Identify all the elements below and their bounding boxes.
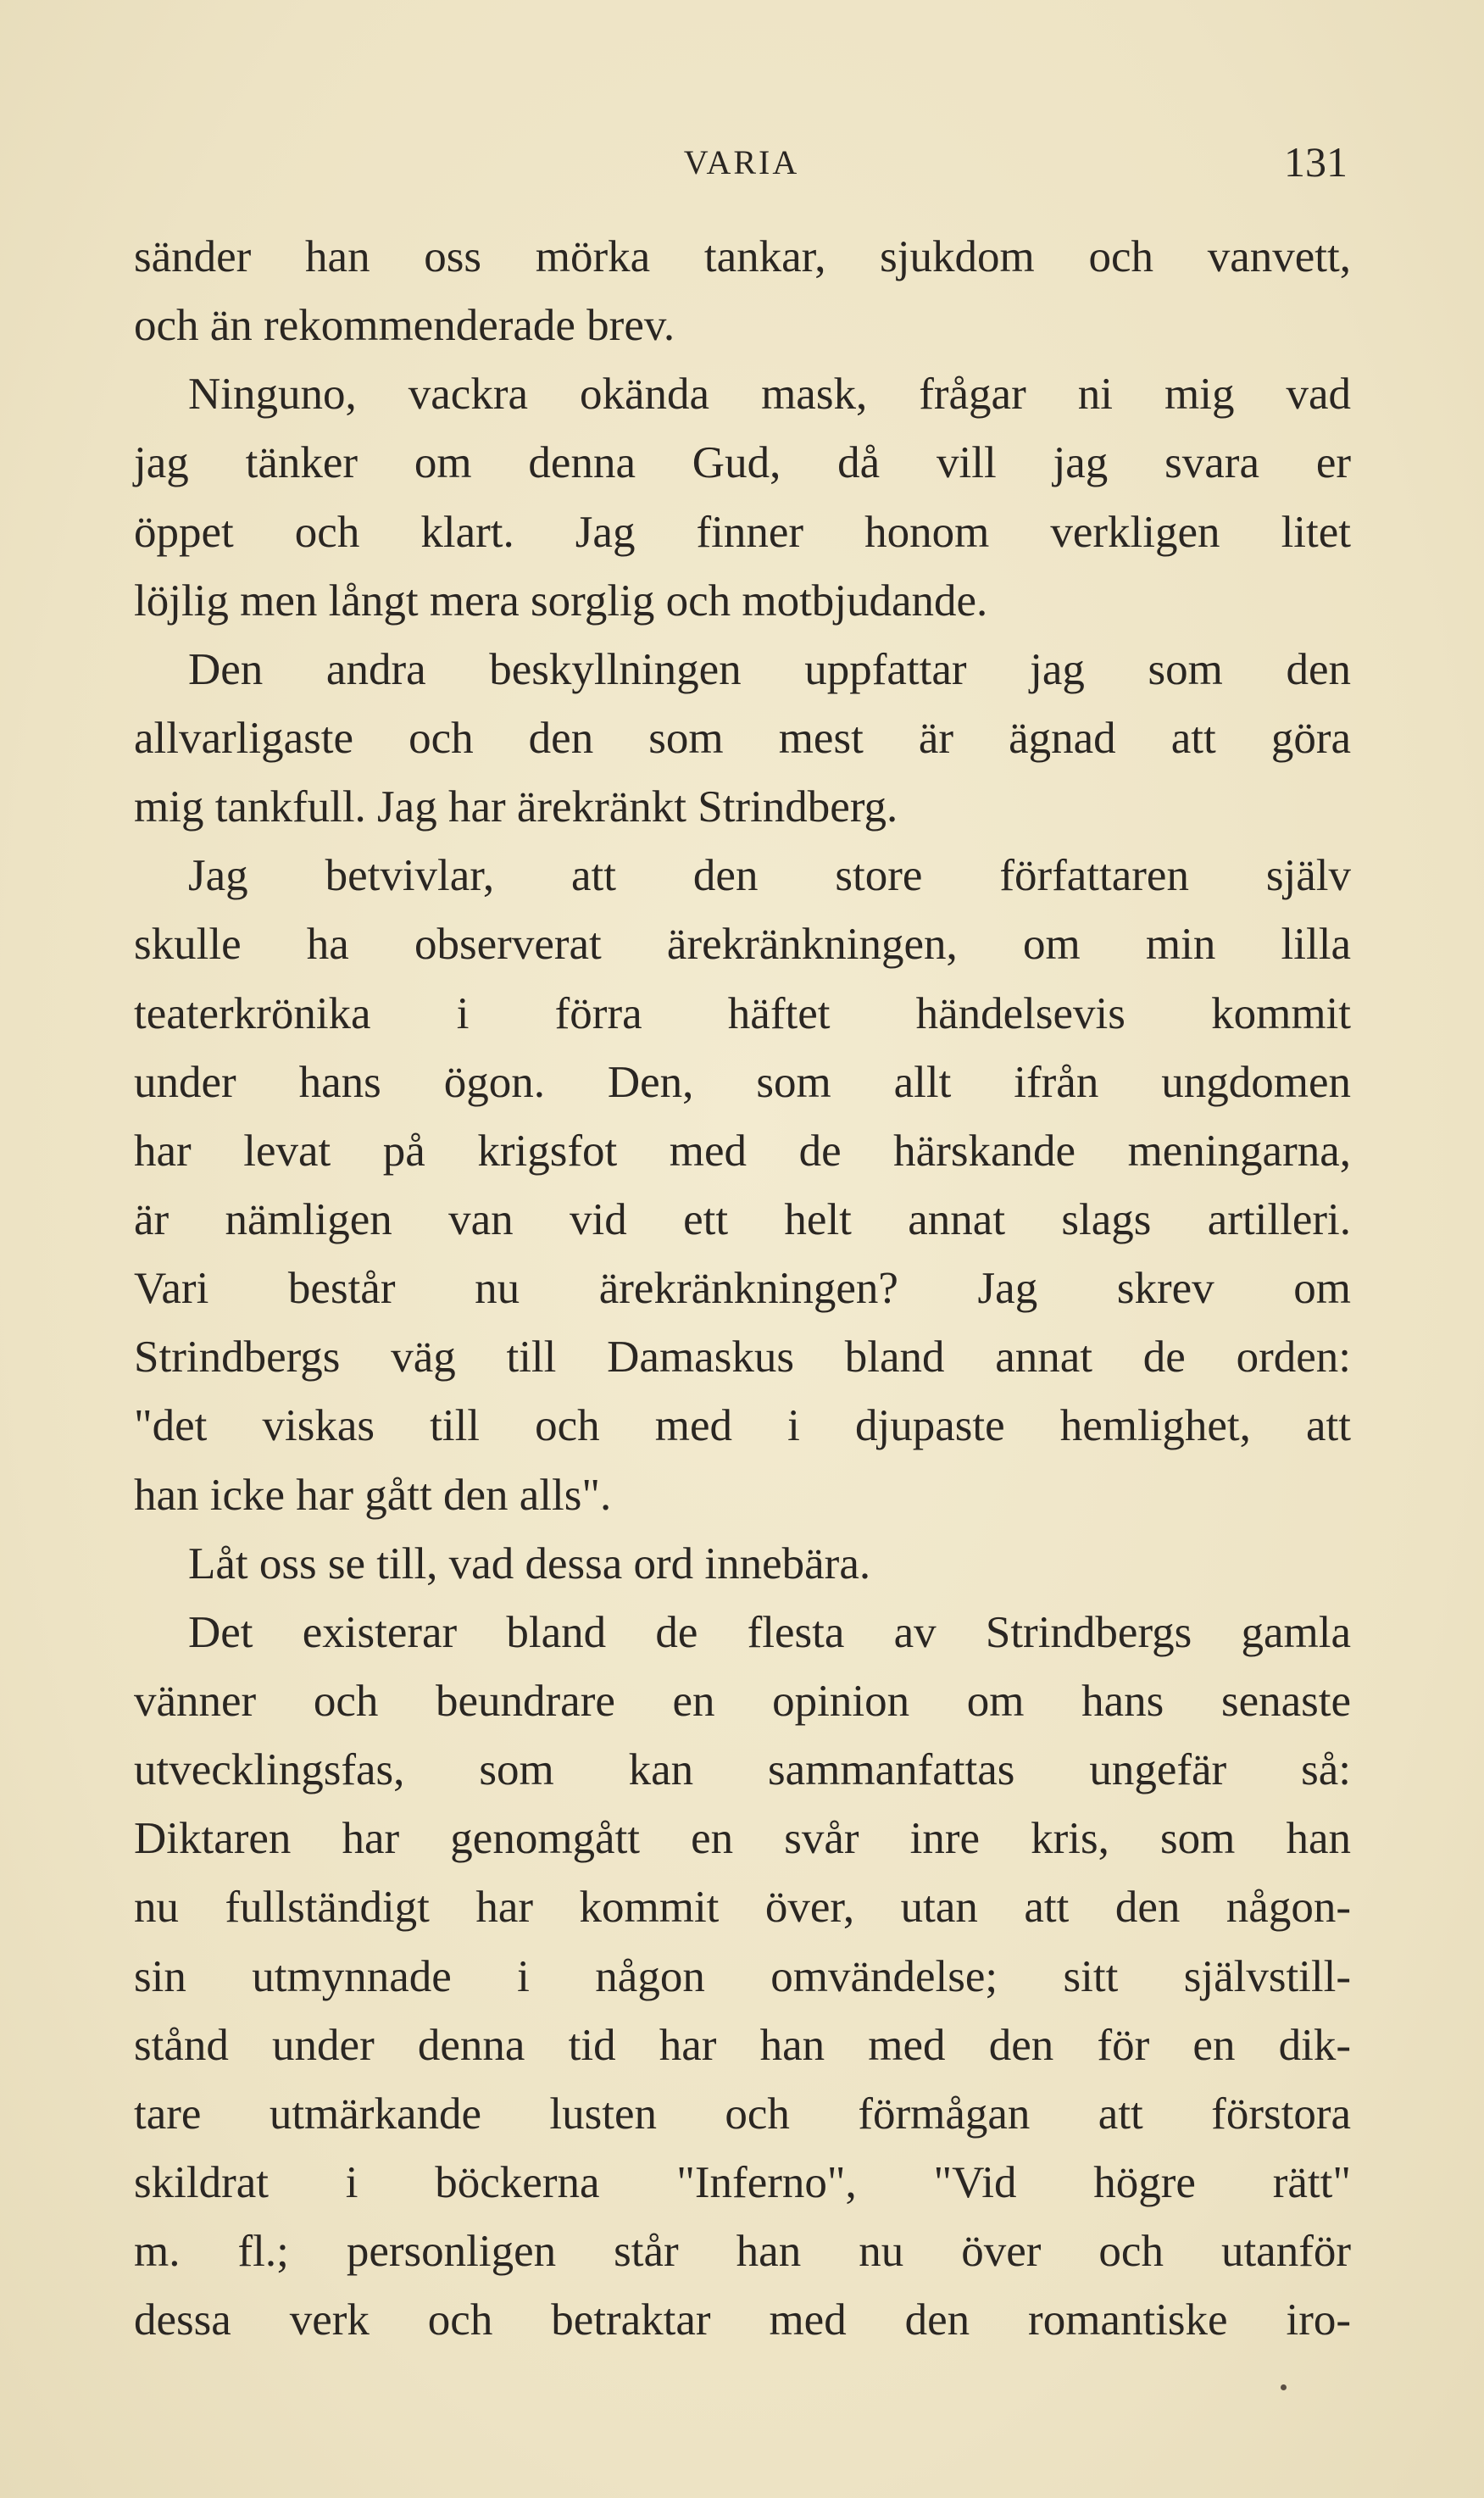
text-line: öppet och klart. Jag finner honom verkligen litet: [134, 507, 1351, 557]
running-head: VARIA: [683, 143, 800, 181]
body-text: [134, 223, 1351, 2355]
text-line: skildrat i böckerna "Inferno", "Vid högre rätt": [134, 2157, 1351, 2207]
text-line: teaterkrönika i förra häftet händelsevis kommit: [134, 988, 1351, 1038]
text-line: är nämligen van vid ett helt annat slags artilleri.: [134, 1194, 1351, 1244]
text-line: Strindbergs väg till Damaskus bland annat de orden:: [134, 1332, 1351, 1383]
text-line: Diktaren har genomgått en svår inre kris, som han: [134, 1814, 1351, 1864]
ink-speck: [1281, 2384, 1287, 2390]
text-line: han icke har gått den alls".: [134, 1470, 612, 1520]
text-line: Det existerar bland de flesta av Strindbergs gamla: [188, 1607, 1351, 1657]
text-line: Låt oss se till, vad dessa ord innebära.: [188, 1538, 871, 1588]
text-line: dessa verk och betraktar med den romantiske iro-: [134, 2295, 1351, 2345]
text-line: under hans ögon. Den, som allt ifrån ungdomen: [134, 1057, 1351, 1107]
text-line: utvecklingsfas, som kan sammanfattas ungefär så:: [134, 1745, 1351, 1795]
text-line: sin utmynnade i någon omvändelse; sitt självstill-: [134, 1951, 1351, 2001]
text-line: löjlig men långt mera sorglig och motbjudande.: [134, 576, 988, 626]
text-line: Ninguno, vackra okända mask, frågar ni mig vad: [188, 370, 1351, 420]
text-line: Jag betvivlar, att den store författaren själv: [188, 851, 1351, 901]
page-number: 131: [1284, 138, 1348, 186]
text-line: Vari består nu ärekränkningen? Jag skrev om: [134, 1264, 1351, 1314]
text-line: vänner och beundrare en opinion om hans senaste: [134, 1676, 1351, 1726]
text-line: sänder han oss mörka tankar, sjukdom och vanvett,: [134, 232, 1351, 281]
text-line: skulle ha observerat ärekränkningen, om min lilla: [134, 920, 1351, 970]
text-line: Den andra beskyllningen uppfattar jag som den: [188, 644, 1351, 694]
text-line: har levat på krigsfot med de härskande meningarna,: [134, 1126, 1351, 1176]
text-line: och än rekommenderade brev.: [134, 301, 675, 351]
text-line: allvarligaste och den som mest är ägnad att göra: [134, 713, 1351, 763]
page-header: [136, 138, 1348, 193]
text-line: tare utmärkande lusten och förmågan att förstora: [134, 2089, 1351, 2139]
text-line: "det viskas till och med i djupaste hemlighet, att: [134, 1401, 1351, 1451]
text-line: stånd under denna tid har han med den för en dik-: [134, 2020, 1351, 2070]
text-line: m. fl.; personligen står han nu över och utanför: [134, 2227, 1351, 2277]
text-line: jag tänker om denna Gud, då vill jag svara er: [134, 438, 1351, 488]
text-line: nu fullständigt har kommit över, utan att den någon-: [134, 1883, 1351, 1933]
text-line: mig tankfull. Jag har ärekränkt Strindberg.: [134, 782, 898, 832]
